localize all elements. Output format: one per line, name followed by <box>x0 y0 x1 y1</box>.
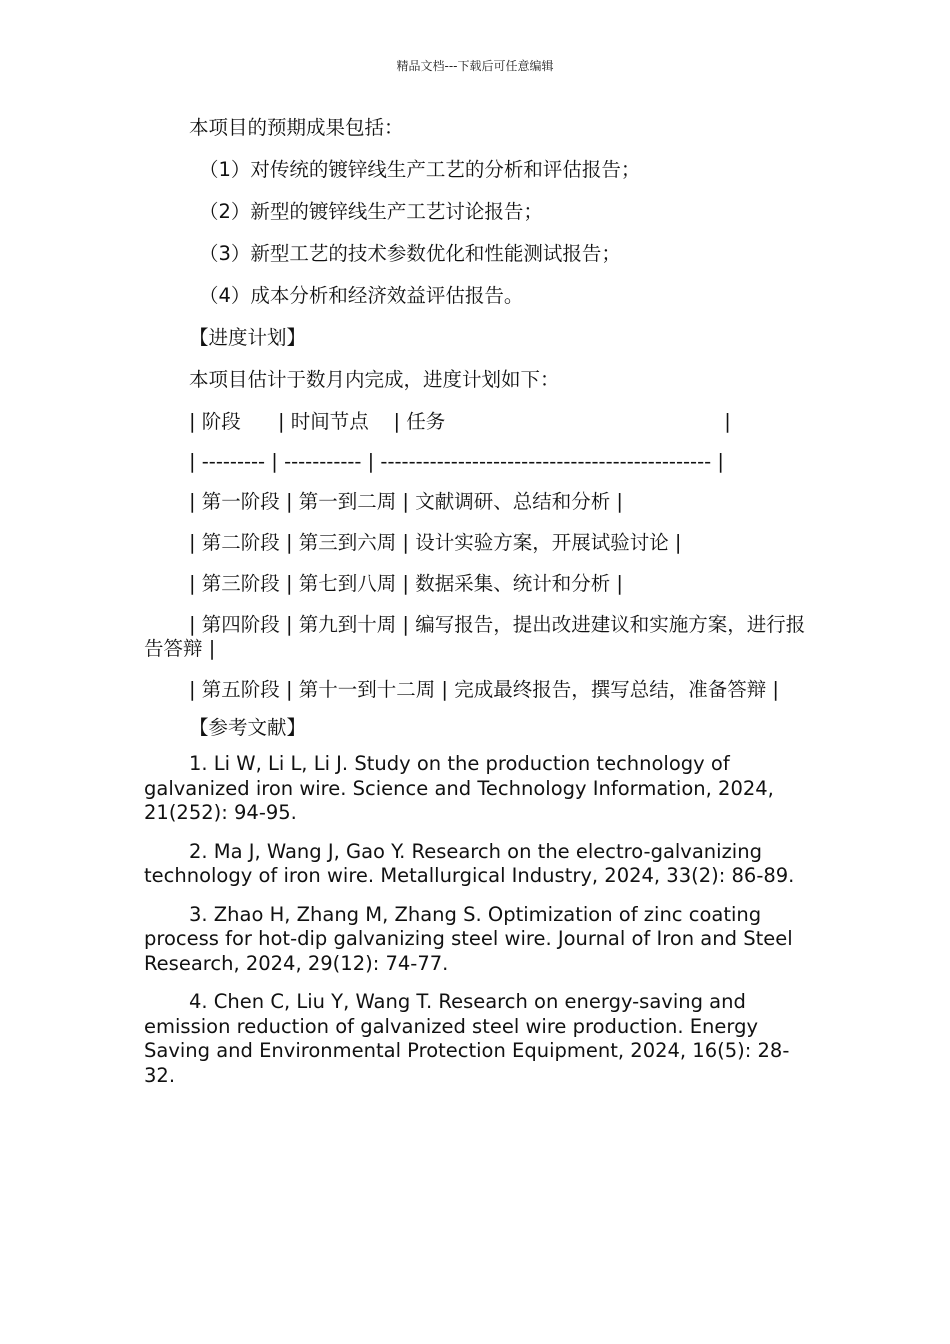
schedule-row: | 第一阶段 | 第一到二周 | 文献调研、总结和分析 | <box>189 490 623 513</box>
schedule-intro: 本项目估计于数月内完成，进度计划如下： <box>189 368 560 391</box>
schedule-row: | 第五阶段 | 第十一到十二周 | 完成最终报告，撰写总结，准备答辩 | <box>189 678 779 701</box>
schedule-heading: 【进度计划】 <box>189 326 307 349</box>
schedule-table-separator: | --------- | ----------- | ----------------------------------------------- | <box>189 450 724 473</box>
document-body <box>144 116 809 1088</box>
schedule-row: | 第三阶段 | 第七到八周 | 数据采集、统计和分析 | <box>189 572 623 595</box>
outcome-item: （2）新型的镀锌线生产工艺讨论报告； <box>199 200 543 223</box>
reference-item: 3. Zhao H, Zhang M, Zhang S. Optimization of zinc coating process for hot-dip galvanizing steel wire. Journal of Iron and Steel Research, 2024, 29(12): 74-77. <box>144 902 793 975</box>
references-heading: 【参考文献】 <box>189 716 307 739</box>
schedule-table-header: | 阶段 | 时间节点 | 任务 | <box>189 410 731 433</box>
schedule-row: | 第二阶段 | 第三到六周 | 设计实验方案，开展试验讨论 | <box>189 531 682 554</box>
page-header: 精品文档---下载后可任意编辑 <box>396 59 554 73</box>
schedule-row: | 第四阶段 | 第九到十周 | 编写报告，提出改进建议和实施方案，进行报告答辩 | <box>144 613 806 660</box>
outcomes-intro: 本项目的预期成果包括： <box>189 116 404 139</box>
reference-item: 4. Chen C, Liu Y, Wang T. Research on energy-saving and emission reduction of galvanized steel wire production. Energy Saving and Environmental Protection Equipment, 2024, 16(5): 28-32. <box>144 990 790 1087</box>
reference-item: 2. Ma J, Wang J, Gao Y. Research on the electro-galvanizing technology of iron wire. Metallurgical Industry, 2024, 33(2): 86-89. <box>144 839 795 887</box>
reference-item: 1. Li W, Li L, Li J. Study on the production technology of galvanized iron wire. Science and Technology Information, 2024, 21(252): 94-95. <box>144 752 774 824</box>
outcome-item: （4）成本分析和经济效益评估报告。 <box>199 284 524 307</box>
outcome-item: （3）新型工艺的技术参数优化和性能测试报告； <box>199 242 621 265</box>
outcome-item: （1）对传统的镀锌线生产工艺的分析和评估报告； <box>199 158 641 181</box>
